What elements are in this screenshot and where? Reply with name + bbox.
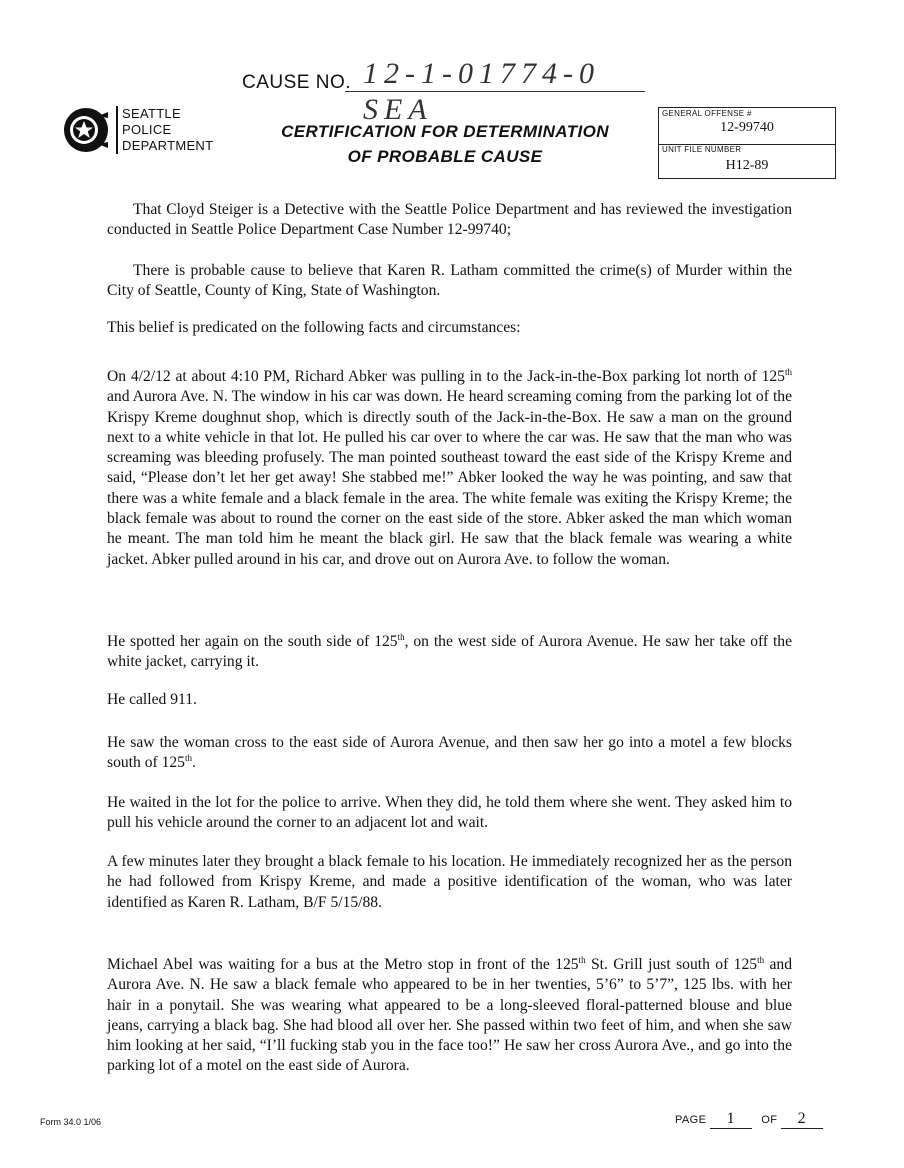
p10-sup-2: th [757, 954, 765, 965]
paragraph-waited: He waited in the lot for the police to arrive. When they did, he told them where she went. They asked him to pull his vehicle around the corner to an adjacent lot and wait. [107, 794, 792, 832]
p4-text-a: On 4/2/12 at about 4:10 PM, Richard Abker was pulling in to the Jack-in-the-Box parking lot north of 125 [107, 368, 785, 385]
cause-number: 12-1-01774-0 SEA [345, 56, 645, 92]
general-offense-value: 12-99740 [720, 120, 774, 135]
form-id: Form 34.0 1/06 [40, 1117, 102, 1127]
paragraph-intro: That Cloyd Steiger is a Detective with the Seattle Police Department and has reviewed the investigation conducted in Seattle Police Department Case Number 12-99740; [107, 201, 792, 239]
page-indicator [675, 1110, 823, 1129]
page-label: PAGE [675, 1114, 707, 1126]
general-offense-row [659, 108, 835, 145]
p5-text-b: , on the west side of Aurora Avenue. He saw her take off the white jacket, carrying it. [107, 633, 793, 671]
paragraph-abel-account [107, 955, 792, 1077]
paragraph-probable-cause: There is probable cause to believe that Karen R. Latham committed the crime(s) of Murder within the City of Seattle, County of King, State of Washington. [107, 262, 792, 300]
p10-text-c: and Aurora Ave. N. He saw a black female who appeared to be in her twenties, 5’6” to 5’7”, 125 lbs. with her hair in a ponytail. She was wearing what appeared to be a long-sleeved floral-patterned blouse and blue jeans, carrying a black bag. She had blood all over her. She passed within two feet of him, and when she saw him looking at her said, “I’ll fucking stab you in the face too!” He saw her cross Aurora Ave., and go into the parking lot of a motel on the east side of Aurora. [107, 956, 792, 1075]
page-total: 2 [781, 1110, 823, 1129]
paragraph-abker-account [107, 367, 792, 570]
department-line-1: SEATTLE [122, 106, 181, 121]
paragraph-predicate: This belief is predicated on the following facts and circumstances: [107, 319, 521, 336]
p7-text-a: He saw the woman cross to the east side of Aurora Avenue, and then saw her go into a motel a few blocks south of 125 [107, 734, 792, 772]
general-offense-label: GENERAL OFFENSE # [662, 109, 752, 118]
p5-sup: th [397, 631, 405, 642]
page-number: 1 [710, 1110, 752, 1129]
cause-label: CAUSE NO. [242, 72, 352, 93]
p4-sup: th [784, 366, 792, 377]
certification-title [270, 119, 620, 169]
unit-file-row [659, 144, 835, 178]
department-line-2: POLICE [122, 122, 172, 137]
p10-text-b: St. Grill just south of 125 [585, 956, 758, 973]
p7-text-b: . [191, 754, 196, 772]
paragraph-spotted [107, 632, 792, 673]
paragraph-motel [107, 733, 792, 774]
p10-sup-1: th [578, 954, 586, 965]
offense-number-box [658, 107, 836, 179]
police-seal-icon [62, 106, 110, 154]
title-line-1: CERTIFICATION FOR DETERMINATION [281, 122, 609, 141]
paragraph-called-911: He called 911. [107, 691, 197, 708]
department-line-3: DEPARTMENT [122, 138, 214, 153]
unit-file-label: UNIT FILE NUMBER [662, 145, 742, 154]
p5-text-a: He spotted her again on the south side of 125 [107, 633, 398, 650]
paragraph-identification: A few minutes later they brought a black female to his location. He immediately recognized her as the person he had followed from Krispy Kreme, and made a positive identification of the woman, who was later identified as Karen R. Latham, B/F 5/15/88. [107, 853, 792, 911]
title-line-2: OF PROBABLE CAUSE [347, 147, 543, 166]
p7-sup: th [184, 753, 192, 764]
department-name [116, 106, 213, 154]
p10-text-a: Michael Abel was waiting for a bus at the Metro stop in front of the 125 [107, 956, 579, 973]
of-label: OF [761, 1114, 778, 1126]
unit-file-value: H12-89 [725, 158, 769, 173]
p4-text-b: and Aurora Ave. N. The window in his car was down. He heard screaming coming from the parking lot of the Krispy Kreme doughnut shop, which is directly south of the Jack-in-the-Box. He saw a man on the ground next to a white vehicle in that lot. He pulled his car over to where the car was. He saw that the man who was screaming was bleeding profusely. The man pointed southeast toward the east side of the Krispy Kreme and said, “Please don’t let her get away! She stabbed me!” Abker looked the way he was pointing, and saw that there was a white female and a black female in the area. The white female was exiting the Krispy Kreme; the black female was about to round the corner on the east side of the store. Abker asked the man which woman he meant. The man told him he meant the black girl. He saw that the black female was wearing a white jacket. Abker pulled around in his car, and drove out on Aurora Ave. to follow the woman. [107, 388, 792, 568]
